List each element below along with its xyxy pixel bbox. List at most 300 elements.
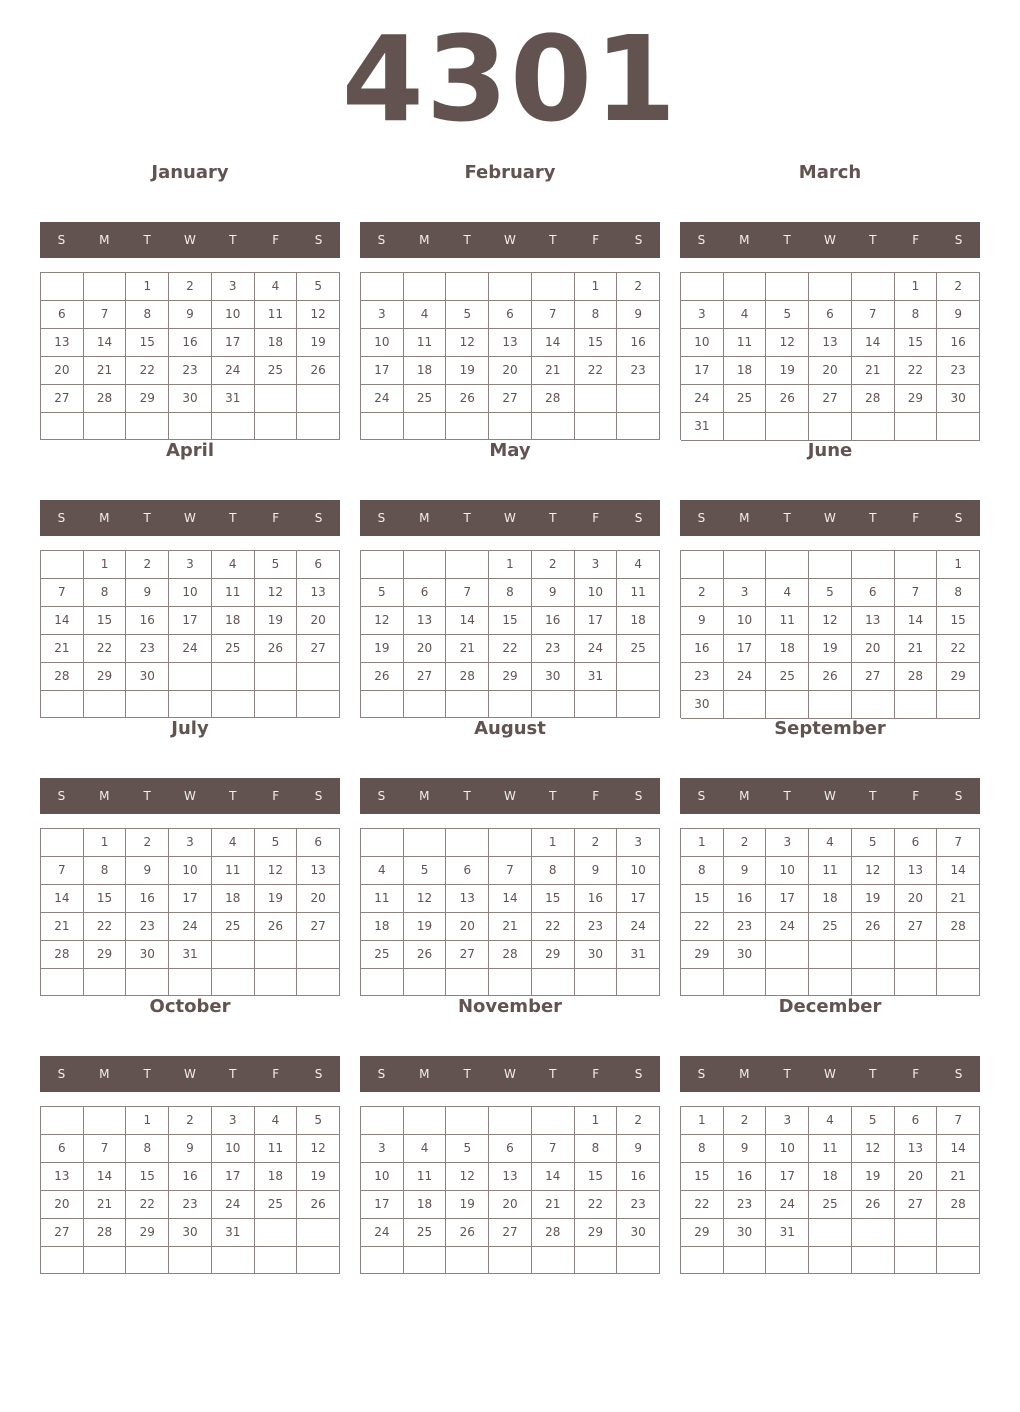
day-cell: 20 [404, 635, 447, 663]
weekday-label: F [592, 233, 600, 247]
day-cell: 3 [681, 301, 724, 329]
month-name: March [798, 162, 862, 183]
month-name: June [807, 440, 853, 461]
day-cell: 19 [361, 635, 404, 663]
day-cell: 27 [489, 1219, 532, 1247]
day-cell: 1 [575, 273, 618, 301]
day-cell: 11 [255, 1135, 298, 1163]
day-cell [255, 663, 298, 691]
day-cell: 5 [255, 829, 298, 857]
day-cell: 19 [766, 357, 809, 385]
day-cell: 15 [126, 329, 169, 357]
day-cell: 27 [895, 1191, 938, 1219]
day-cell [361, 551, 404, 579]
day-cell: 6 [852, 579, 895, 607]
day-cell [41, 829, 84, 857]
day-cell: 8 [532, 857, 575, 885]
day-cell: 19 [297, 1163, 340, 1191]
weekday-label: T [229, 233, 237, 247]
day-cell: 8 [681, 1135, 724, 1163]
day-cell: 6 [297, 551, 340, 579]
day-cell [937, 941, 980, 969]
day-cell [404, 1247, 447, 1274]
weekday-label: T [869, 233, 877, 247]
day-cell: 23 [575, 913, 618, 941]
day-cell: 2 [532, 551, 575, 579]
day-cell: 1 [84, 551, 127, 579]
day-cell [852, 551, 895, 579]
day-cell: 1 [126, 1107, 169, 1135]
day-cell: 27 [297, 913, 340, 941]
weekday-label: S [954, 511, 963, 525]
day-cell: 6 [404, 579, 447, 607]
month-april [40, 440, 340, 683]
day-cell: 9 [724, 1135, 767, 1163]
day-cell: 29 [681, 1219, 724, 1247]
day-cell: 5 [361, 579, 404, 607]
day-cell: 5 [446, 1135, 489, 1163]
day-cell: 10 [575, 579, 618, 607]
day-cell: 27 [41, 385, 84, 413]
day-cell [84, 273, 127, 301]
weekday-label: T [143, 1067, 151, 1081]
weekday-label: W [184, 789, 196, 803]
day-cell: 25 [212, 635, 255, 663]
day-cell: 28 [937, 913, 980, 941]
day-cell: 29 [126, 1219, 169, 1247]
day-cell: 29 [532, 941, 575, 969]
day-cell: 28 [937, 1191, 980, 1219]
weekday-label: W [504, 1067, 516, 1081]
weekday-label: T [549, 1067, 557, 1081]
day-cell: 18 [724, 357, 767, 385]
day-cell: 8 [126, 301, 169, 329]
day-cell: 5 [809, 579, 852, 607]
day-cell [212, 1247, 255, 1274]
day-cell: 20 [297, 885, 340, 913]
weekday-label: F [592, 511, 600, 525]
day-cell: 8 [575, 301, 618, 329]
day-cell: 1 [937, 551, 980, 579]
day-cell: 26 [809, 663, 852, 691]
day-cell: 11 [404, 329, 447, 357]
day-cell: 30 [532, 663, 575, 691]
day-cell [255, 1219, 298, 1247]
day-cell [361, 829, 404, 857]
day-cell: 22 [84, 635, 127, 663]
weekday-label: M [419, 233, 430, 247]
day-cell: 1 [895, 273, 938, 301]
day-cell: 10 [212, 1135, 255, 1163]
weekday-label: T [229, 1067, 237, 1081]
day-cell: 26 [404, 941, 447, 969]
weekday-label: T [869, 1067, 877, 1081]
day-cell: 27 [489, 385, 532, 413]
weekday-header [680, 500, 980, 536]
day-cell [361, 273, 404, 301]
day-cell: 3 [766, 1107, 809, 1135]
day-cell: 8 [895, 301, 938, 329]
day-cell [404, 829, 447, 857]
day-cell: 28 [895, 663, 938, 691]
day-cell: 21 [937, 1163, 980, 1191]
day-cell: 12 [852, 857, 895, 885]
day-cell: 9 [126, 857, 169, 885]
day-cell: 25 [809, 913, 852, 941]
day-cell: 29 [895, 385, 938, 413]
weekday-label: S [697, 511, 706, 525]
day-cell: 14 [84, 1163, 127, 1191]
day-cell [297, 663, 340, 691]
day-cell: 16 [169, 329, 212, 357]
day-cell: 16 [724, 885, 767, 913]
day-cell: 27 [404, 663, 447, 691]
day-cell: 10 [766, 1135, 809, 1163]
day-cell: 6 [41, 1135, 84, 1163]
day-cell: 20 [895, 885, 938, 913]
weekday-header [40, 222, 340, 258]
day-cell: 28 [489, 941, 532, 969]
day-cell: 24 [169, 635, 212, 663]
day-cell: 11 [766, 607, 809, 635]
day-cell [404, 273, 447, 301]
day-cell [489, 1107, 532, 1135]
day-cell [169, 1247, 212, 1274]
day-cell: 11 [724, 329, 767, 357]
day-cell: 5 [404, 857, 447, 885]
day-cell: 13 [297, 857, 340, 885]
day-cell: 14 [41, 607, 84, 635]
day-cell: 7 [532, 1135, 575, 1163]
day-cell: 17 [617, 885, 660, 913]
day-cell: 26 [297, 357, 340, 385]
weekday-label: M [739, 789, 750, 803]
day-cell: 5 [852, 829, 895, 857]
day-cell [724, 273, 767, 301]
day-cell: 28 [41, 941, 84, 969]
day-cell: 18 [212, 607, 255, 635]
weekday-label: W [184, 1067, 196, 1081]
weekday-label: S [954, 1067, 963, 1081]
weekday-label: F [912, 1067, 920, 1081]
day-cell [489, 273, 532, 301]
day-cell: 30 [169, 1219, 212, 1247]
day-cell: 12 [404, 885, 447, 913]
weekday-label: W [504, 789, 516, 803]
day-cell: 22 [84, 913, 127, 941]
day-cell: 2 [617, 1107, 660, 1135]
day-cell: 22 [489, 635, 532, 663]
month-october [40, 996, 340, 1239]
day-cell: 5 [446, 301, 489, 329]
weekday-label: F [592, 789, 600, 803]
day-cell: 29 [937, 663, 980, 691]
day-cell: 15 [895, 329, 938, 357]
day-cell: 4 [255, 1107, 298, 1135]
day-cell: 24 [766, 1191, 809, 1219]
day-cell [575, 1247, 618, 1274]
day-cell: 7 [84, 1135, 127, 1163]
day-cell: 30 [724, 1219, 767, 1247]
day-cell [895, 941, 938, 969]
day-cell: 5 [766, 301, 809, 329]
day-cell: 13 [404, 607, 447, 635]
day-cell: 12 [255, 857, 298, 885]
day-cell: 9 [169, 1135, 212, 1163]
day-cell: 21 [532, 357, 575, 385]
day-cell: 23 [724, 1191, 767, 1219]
day-cell [212, 941, 255, 969]
day-cell: 10 [361, 1163, 404, 1191]
day-cell: 10 [766, 857, 809, 885]
day-cell: 23 [169, 1191, 212, 1219]
day-cell: 4 [809, 829, 852, 857]
day-cell: 7 [41, 857, 84, 885]
weekday-header [360, 778, 660, 814]
day-cell: 6 [446, 857, 489, 885]
day-cell: 21 [532, 1191, 575, 1219]
weekday-header [40, 500, 340, 536]
day-cell: 25 [766, 663, 809, 691]
day-cell: 19 [852, 1163, 895, 1191]
day-cell [532, 1107, 575, 1135]
day-cell: 22 [937, 635, 980, 663]
day-cell: 21 [852, 357, 895, 385]
day-cell: 30 [169, 385, 212, 413]
day-cell [297, 1219, 340, 1247]
day-cell: 26 [255, 913, 298, 941]
day-cell [895, 1247, 938, 1274]
day-cell: 24 [361, 385, 404, 413]
day-cell: 29 [126, 385, 169, 413]
day-cell: 6 [297, 829, 340, 857]
day-cell [681, 551, 724, 579]
day-cell: 21 [41, 913, 84, 941]
month-name: October [149, 996, 231, 1017]
day-cell [809, 551, 852, 579]
day-cell: 7 [41, 579, 84, 607]
month-name: February [464, 162, 556, 183]
day-cell: 15 [84, 607, 127, 635]
day-cell: 25 [809, 1191, 852, 1219]
day-cell: 31 [169, 941, 212, 969]
day-cell: 9 [575, 857, 618, 885]
day-cell: 18 [404, 357, 447, 385]
day-cell [852, 273, 895, 301]
day-cell: 12 [255, 579, 298, 607]
day-cell: 6 [809, 301, 852, 329]
day-cell: 13 [852, 607, 895, 635]
day-cell: 27 [852, 663, 895, 691]
day-cell [766, 1247, 809, 1274]
weekday-label: S [377, 789, 386, 803]
day-cell [361, 1107, 404, 1135]
day-grid [680, 1106, 980, 1274]
day-cell: 2 [126, 551, 169, 579]
weekday-label: T [463, 233, 471, 247]
day-cell [41, 551, 84, 579]
day-cell: 2 [169, 273, 212, 301]
day-cell [212, 663, 255, 691]
day-cell: 31 [766, 1219, 809, 1247]
day-cell: 27 [809, 385, 852, 413]
day-cell: 17 [724, 635, 767, 663]
day-cell [766, 941, 809, 969]
day-cell: 1 [681, 1107, 724, 1135]
day-cell: 27 [41, 1219, 84, 1247]
day-cell: 1 [681, 829, 724, 857]
month-name: January [151, 162, 229, 183]
day-cell: 31 [212, 1219, 255, 1247]
day-cell: 18 [255, 329, 298, 357]
day-cell: 20 [895, 1163, 938, 1191]
month-may [360, 440, 660, 683]
day-cell: 12 [446, 1163, 489, 1191]
weekday-label: T [549, 511, 557, 525]
day-cell: 9 [617, 301, 660, 329]
weekday-label: W [824, 789, 836, 803]
day-cell: 14 [446, 607, 489, 635]
day-cell: 10 [617, 857, 660, 885]
day-cell: 7 [84, 301, 127, 329]
weekday-label: S [57, 789, 66, 803]
day-cell: 22 [575, 1191, 618, 1219]
day-cell: 16 [126, 607, 169, 635]
day-cell: 7 [937, 1107, 980, 1135]
day-cell: 13 [41, 329, 84, 357]
weekday-label: S [314, 511, 323, 525]
weekday-label: S [634, 511, 643, 525]
day-cell: 3 [169, 829, 212, 857]
weekday-label: M [739, 511, 750, 525]
day-cell: 13 [446, 885, 489, 913]
month-september [680, 718, 980, 961]
year-title: 4301 [341, 10, 679, 148]
day-cell: 18 [809, 1163, 852, 1191]
day-cell: 10 [212, 301, 255, 329]
weekday-label: W [824, 233, 836, 247]
day-cell: 4 [212, 829, 255, 857]
day-cell: 22 [895, 357, 938, 385]
day-cell: 4 [404, 1135, 447, 1163]
day-cell: 19 [404, 913, 447, 941]
day-cell: 27 [297, 635, 340, 663]
day-cell: 14 [532, 329, 575, 357]
day-cell: 11 [809, 857, 852, 885]
day-cell: 12 [446, 329, 489, 357]
day-cell: 13 [489, 329, 532, 357]
day-cell: 23 [532, 635, 575, 663]
weekday-label: F [912, 789, 920, 803]
day-cell: 15 [489, 607, 532, 635]
weekday-label: W [504, 511, 516, 525]
day-cell: 23 [681, 663, 724, 691]
day-cell: 15 [937, 607, 980, 635]
day-cell: 24 [212, 357, 255, 385]
day-cell: 25 [255, 1191, 298, 1219]
day-cell: 2 [937, 273, 980, 301]
day-cell: 18 [766, 635, 809, 663]
day-cell: 16 [169, 1163, 212, 1191]
day-cell: 5 [852, 1107, 895, 1135]
weekday-header [360, 500, 660, 536]
day-cell: 14 [852, 329, 895, 357]
day-cell: 9 [617, 1135, 660, 1163]
day-cell: 22 [681, 913, 724, 941]
day-cell: 18 [212, 885, 255, 913]
day-cell: 17 [766, 885, 809, 913]
day-cell: 14 [84, 329, 127, 357]
day-cell: 4 [361, 857, 404, 885]
weekday-label: T [783, 1067, 791, 1081]
weekday-label: M [99, 1067, 110, 1081]
weekday-label: T [783, 511, 791, 525]
day-cell: 15 [126, 1163, 169, 1191]
day-cell: 18 [255, 1163, 298, 1191]
day-cell: 17 [169, 607, 212, 635]
weekday-header [680, 222, 980, 258]
day-cell: 14 [937, 857, 980, 885]
weekday-label: M [419, 1067, 430, 1081]
day-cell: 4 [809, 1107, 852, 1135]
day-cell [361, 1247, 404, 1274]
day-cell [724, 551, 767, 579]
day-grid [40, 550, 340, 718]
day-cell: 25 [617, 635, 660, 663]
day-cell: 18 [809, 885, 852, 913]
day-cell: 23 [169, 357, 212, 385]
day-cell: 22 [532, 913, 575, 941]
day-cell: 22 [126, 1191, 169, 1219]
weekday-label: S [377, 1067, 386, 1081]
day-cell: 19 [255, 607, 298, 635]
day-cell [169, 663, 212, 691]
day-cell [446, 829, 489, 857]
day-cell: 17 [212, 329, 255, 357]
month-name: September [774, 718, 886, 739]
day-cell: 28 [41, 663, 84, 691]
weekday-label: S [954, 233, 963, 247]
day-cell: 4 [617, 551, 660, 579]
day-cell: 25 [404, 385, 447, 413]
day-cell [446, 1247, 489, 1274]
day-cell: 22 [575, 357, 618, 385]
day-cell: 1 [84, 829, 127, 857]
day-cell: 23 [724, 913, 767, 941]
day-cell: 26 [446, 385, 489, 413]
weekday-header [360, 222, 660, 258]
day-cell: 16 [681, 635, 724, 663]
day-cell: 23 [937, 357, 980, 385]
day-cell: 15 [681, 1163, 724, 1191]
day-cell: 23 [617, 357, 660, 385]
day-cell: 28 [532, 1219, 575, 1247]
day-cell: 7 [532, 301, 575, 329]
day-cell: 2 [126, 829, 169, 857]
day-cell: 1 [532, 829, 575, 857]
day-cell: 24 [212, 1191, 255, 1219]
day-cell: 17 [361, 1191, 404, 1219]
day-cell [681, 273, 724, 301]
day-cell: 21 [41, 635, 84, 663]
day-cell [617, 385, 660, 413]
day-cell [297, 941, 340, 969]
day-cell: 10 [169, 857, 212, 885]
day-cell: 17 [681, 357, 724, 385]
day-cell: 26 [255, 635, 298, 663]
day-cell: 20 [41, 357, 84, 385]
day-cell [895, 551, 938, 579]
